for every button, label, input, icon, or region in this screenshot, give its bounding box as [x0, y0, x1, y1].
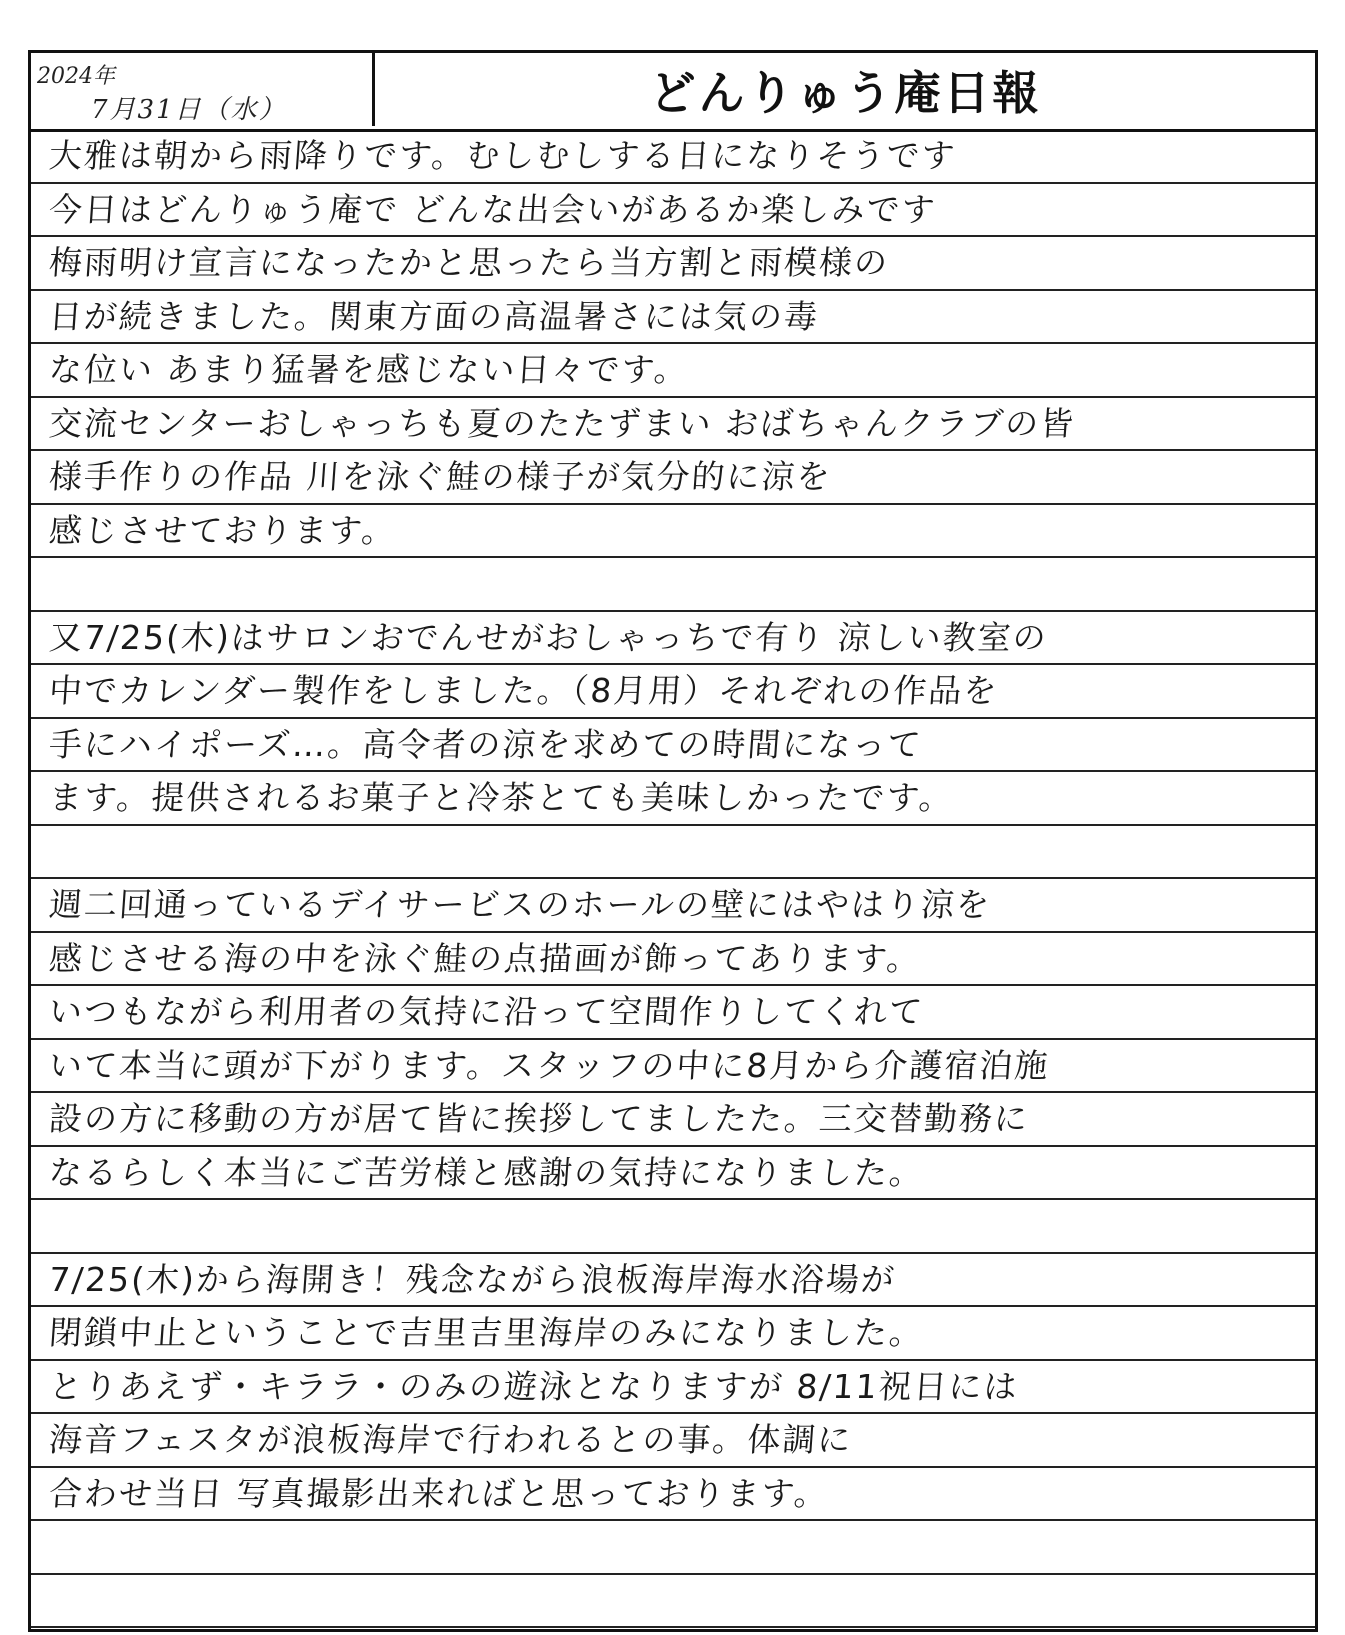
ruled-line — [31, 449, 1315, 451]
ruled-line — [31, 556, 1315, 558]
ruled-line — [31, 1091, 1315, 1093]
handwritten-line: 感じさせております。 — [47, 510, 398, 550]
ruled-line — [31, 1359, 1315, 1361]
ruled-line — [31, 235, 1315, 237]
handwritten-line: 合わせ当日 写真撮影出来ればと思っております。 — [47, 1473, 831, 1513]
handwritten-line: 週二回通っているデイサービスのホールの壁にはやはり涼を — [47, 885, 993, 924]
year: 2024年 — [37, 64, 115, 89]
date: 7月31日（水） — [91, 95, 287, 125]
handwritten-line: 交流センターおしゃっちも夏のたたずまい おばちゃんクラブの皆 — [47, 403, 1077, 443]
handwritten-line: 大雅は朝から雨降りです。むしむしする日になりそうです — [47, 136, 958, 175]
handwritten-line — [47, 1522, 1306, 1572]
handwritten-line: なるらしく本当にご苦労様と感謝の気持になりました。 — [47, 1152, 926, 1192]
diary-sheet — [28, 50, 1318, 1632]
ruled-line — [31, 931, 1315, 933]
ruled-line — [31, 289, 1315, 291]
handwritten-line — [47, 559, 1306, 609]
ruled-line — [31, 1305, 1315, 1307]
ruled-line — [31, 1466, 1315, 1468]
handwritten-line — [47, 827, 1306, 877]
ruled-line — [31, 877, 1315, 879]
ruled-line — [31, 1252, 1315, 1254]
ruled-line — [31, 1198, 1315, 1200]
handwritten-line: 中でカレンダー製作をしました。（8月用）それぞれの作品を — [47, 671, 1000, 710]
ruled-line — [31, 182, 1315, 184]
handwritten-line: 閉鎖中止ということで吉里吉里海岸のみになりました。 — [47, 1313, 926, 1352]
handwritten-line: 梅雨明け宣言になったかと思ったら当方割と雨模様の — [47, 243, 891, 282]
handwritten-line: とりあえず・キララ・のみの遊泳となりますが 8/11祝日には — [47, 1366, 1021, 1406]
ruled-line — [31, 1519, 1315, 1521]
handwritten-line: な位い あまり猛暑を感じない日々です。 — [47, 350, 691, 389]
ruled-line — [31, 1626, 1315, 1628]
ruled-line — [31, 396, 1315, 398]
handwritten-line: 手にハイポーズ…。高令者の涼を求めての時間になって — [47, 724, 924, 764]
ruled-line — [31, 663, 1315, 665]
ruled-line — [31, 717, 1315, 719]
ruled-line — [31, 342, 1315, 344]
ruled-line — [31, 1145, 1315, 1147]
ruled-line — [31, 984, 1315, 986]
handwritten-line — [47, 1576, 1306, 1626]
handwritten-line: 様手作りの作品 川を泳ぐ鮭の様子が気分的に涼を — [47, 457, 833, 496]
ruled-line — [31, 770, 1315, 772]
handwritten-line: 7/25(木)から海開き！残念ながら浪板海岸海水浴場が — [47, 1259, 898, 1299]
ruled-line — [31, 1573, 1315, 1575]
handwritten-line: 又7/25(木)はサロンおでんせがおしゃっちで有り 涼しい教室の — [47, 617, 1050, 657]
ruled-line — [31, 824, 1315, 826]
ruled-line — [31, 503, 1315, 505]
page-title: どんりゅう庵日報 — [649, 65, 1042, 120]
handwritten-line: いて本当に頭が下がります。スタッフの中に8月から介護宿泊施 — [47, 1045, 1051, 1085]
handwritten-line: いつもながら利用者の気持に沿って空間作りしてくれて — [47, 992, 926, 1031]
handwritten-line — [47, 1201, 1306, 1251]
date-box — [31, 53, 375, 126]
ruled-line — [31, 610, 1315, 612]
handwritten-line: 今日はどんりゅう庵で どんな出会いがあるか楽しみです — [47, 189, 938, 229]
ruled-line — [31, 1412, 1315, 1414]
handwritten-line: 海音フェスタが浪板海岸で行われるとの事。体調に — [47, 1420, 854, 1459]
handwritten-line: 日が続きました。関東方面の高温暑さには気の毒 — [47, 296, 821, 336]
header — [31, 53, 1315, 132]
ruled-line — [31, 1038, 1315, 1040]
handwritten-line: 設の方に移動の方が居て皆に挨拶してましたた。三交替勤務に — [47, 1099, 1031, 1138]
handwritten-line: 感じさせる海の中を泳ぐ鮭の点描画が飾ってあります。 — [47, 938, 923, 978]
handwritten-line: ます。提供されるお菓子と冷茶とても美味しかったです。 — [47, 778, 956, 817]
